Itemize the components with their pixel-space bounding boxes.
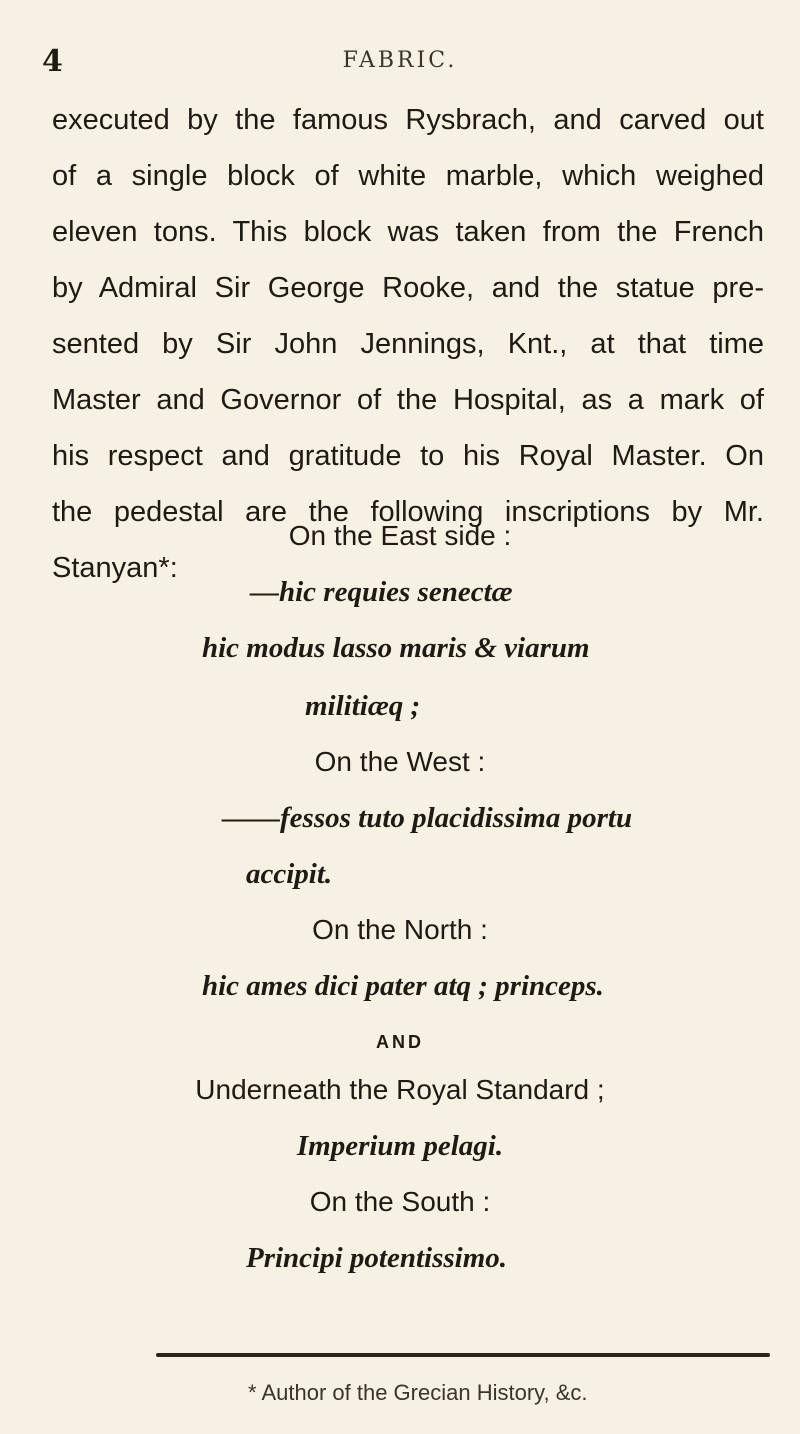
- east-inscription-line: hic modus lasso maris & viarum: [202, 632, 590, 664]
- page-header: [0, 44, 800, 84]
- page-number: 4: [42, 44, 63, 79]
- east-inscription-line: militiæq ;: [305, 690, 421, 722]
- west-heading: On the West :: [314, 746, 486, 777]
- body-line: by Admiral Sir George Rooke, and the statue pre-: [52, 272, 764, 304]
- south-inscription-line: Principi potentissimo.: [246, 1242, 508, 1274]
- south-heading: On the South :: [309, 1186, 491, 1217]
- and-connector: AND: [376, 1032, 424, 1052]
- west-inscription-line: accipit.: [246, 858, 333, 890]
- body-line: his respect and gratitude to his Royal Master. On: [52, 440, 764, 472]
- body-line: sented by Sir John Jennings, Knt., at that time: [52, 328, 764, 360]
- north-inscription-line: hic ames dici pater atq ; princeps.: [202, 970, 604, 1002]
- running-head: FABRIC.: [342, 48, 458, 73]
- east-heading: On the East side :: [288, 520, 512, 551]
- west-inscription-line: ——fessos tuto placidissima portu: [222, 802, 633, 834]
- body-line: the pedestal are the following inscriptions by Mr.: [52, 496, 764, 528]
- underneath-heading: Underneath the Royal Standard ;: [195, 1074, 605, 1105]
- east-inscription-line: —hic requies senectæ: [250, 576, 513, 608]
- body-line: Stanyan*:: [52, 552, 178, 584]
- footnote: * Author of the Grecian History, &c.: [248, 1380, 588, 1405]
- body-line: Master and Governor of the Hospital, as a mark of: [52, 384, 764, 416]
- underneath-inscription-line: Imperium pelagi.: [296, 1130, 504, 1162]
- body-line: executed by the famous Rysbrach, and carved out: [52, 104, 764, 136]
- footnote-divider: [156, 1353, 770, 1357]
- body-line: of a single block of white marble, which weighed: [52, 160, 764, 192]
- north-heading: On the North :: [312, 914, 488, 945]
- body-line: eleven tons. This block was taken from the French: [52, 216, 764, 248]
